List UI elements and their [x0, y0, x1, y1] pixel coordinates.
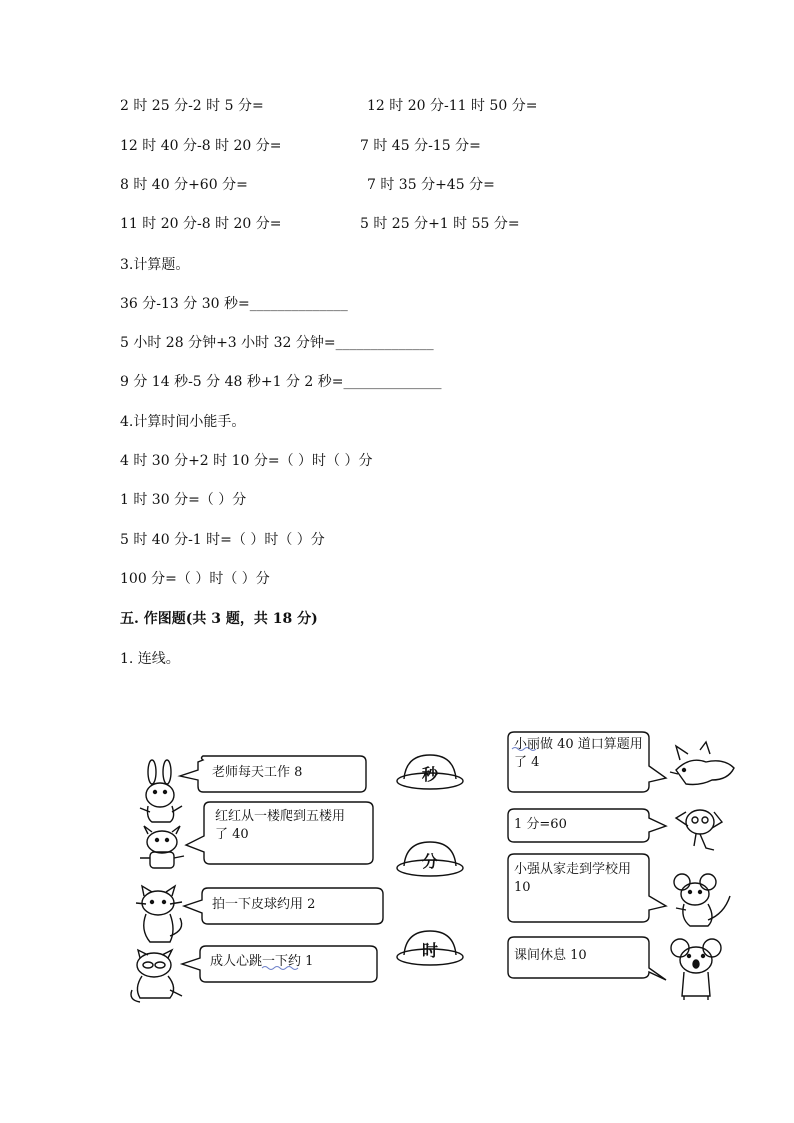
problem-3-left: 8 时 40 分+60 分= [120, 177, 248, 193]
left-bubble-4-text: 成人心跳一下约 1 [210, 954, 314, 969]
dog-icon [140, 826, 184, 868]
right-bubble-3-text: 小强从家走到学校用 10 [514, 862, 632, 895]
section3-item-3: 9 分 14 秒-5 分 48 秒+1 分 2 秒=______________ [120, 374, 442, 390]
hat-second-label: 秒 [421, 765, 438, 784]
problem-2-left: 12 时 40 分-8 时 20 分= [120, 138, 282, 154]
right-bubble-4-text: 课间休息 10 [514, 948, 587, 963]
problem-3-right: 7 时 35 分+45 分= [367, 177, 495, 193]
problem-4-left: 11 时 20 分-8 时 20 分= [120, 216, 282, 232]
section4-item-4: 100 分=（ ）时（ ）分 [120, 571, 270, 587]
left-bubble-1-text: 老师每天工作 8 [212, 765, 303, 780]
mouse-icon [674, 874, 730, 926]
right-bubble-1-text: 小丽做 40 道口算题用 了 4 [514, 737, 643, 770]
raccoon-icon [131, 950, 182, 1002]
cat-icon [136, 886, 182, 942]
section5-q1: 1. 连线。 [120, 651, 180, 667]
section3-item-2: 5 小时 28 分钟+3 小时 32 分钟=______________ [120, 335, 434, 351]
problem-1-right: 12 时 20 分-11 时 50 分= [367, 98, 538, 114]
problem-2-right: 7 时 45 分-15 分= [360, 138, 481, 154]
section3-item-1: 36 分-13 分 30 秒=______________ [120, 296, 348, 312]
problem-4-right: 5 时 25 分+1 时 55 分= [360, 216, 520, 232]
left-bubble-3-text: 拍一下皮球约用 2 [212, 897, 316, 912]
bird-icon [670, 742, 734, 785]
section4-title: 4.计算时间小能手。 [120, 414, 246, 430]
problem-1-left: 2 时 25 分-2 时 5 分= [120, 98, 264, 114]
owl-icon [676, 810, 722, 850]
section4-item-2: 1 时 30 分=（ ）分 [120, 492, 247, 508]
hat-minute-label: 分 [421, 852, 438, 871]
section4-item-3: 5 时 40 分-1 时=（ ）时（ ）分 [120, 532, 325, 548]
left-bubble-2-text: 红红从一楼爬到五楼用 了 40 [215, 809, 346, 842]
section3-title: 3.计算题。 [120, 257, 190, 273]
rabbit-icon [140, 760, 182, 822]
koala-icon [671, 939, 721, 1000]
section5-title: 五. 作图题(共 3 题，共 18 分) [120, 611, 318, 627]
section4-item-1: 4 时 30 分+2 时 10 分=（ ）时（ ）分 [120, 453, 373, 469]
right-bubble-2-text: 1 分=60 [514, 817, 567, 832]
hat-hour-label: 时 [421, 941, 438, 960]
